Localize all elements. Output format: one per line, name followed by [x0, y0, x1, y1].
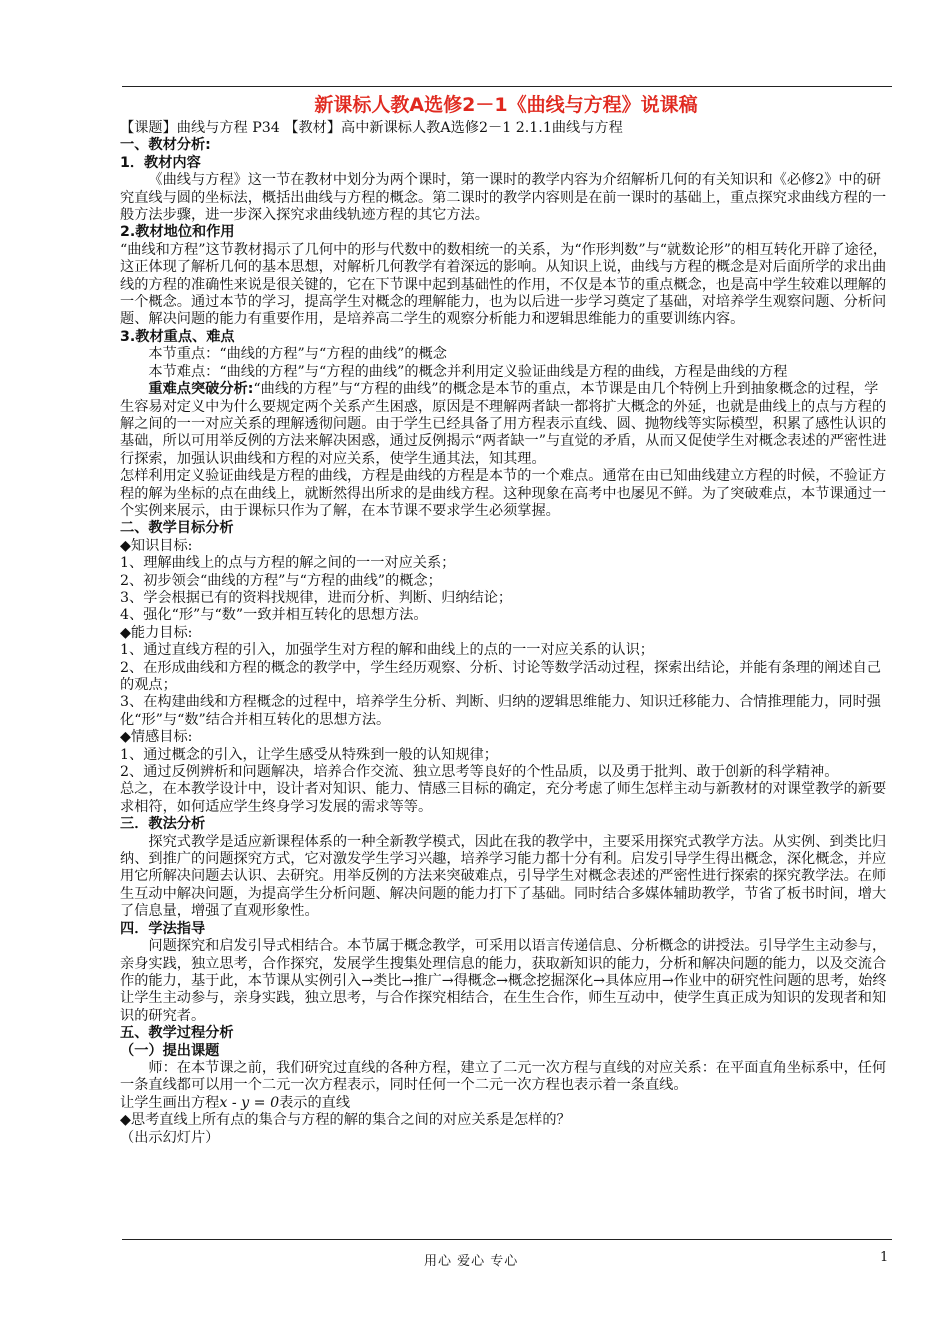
thinking-question: ◆思考直线上所有点的集合与方程的解的集合之间的对应关系是怎样的？ [120, 1112, 571, 1129]
section-3-paragraph: 探究式教学是适应新课程体系的一种全新教学模式，因此在我的教学中，主要采用探究式教学方法。从实例、到类比归纳、到推广的问题探究方式，它对激发学生学习兴趣，培养学习能力都十分有利。启发引导学生得出概念，深化概念，并应用它所解决问题去认识、去研究。用举反例的方法来突破难点，引导学生对概念表述的严密性进行探索的探究教学法。在师生互动中解决问题，为提高学生分析问题、解决问题的能力打下了基础。同时结合多媒体辅助教学，节省了板书时间，增大了信息量，增强了直观形象性。 [120, 833, 887, 920]
document-title: 新课标人教A选修2－1《曲线与方程》说课稿 [314, 94, 698, 116]
section-1-heading: 一、教材分析: [120, 137, 211, 154]
goals-summary: 总之，在本教学设计中，设计者对知识、能力、情感三目标的确定，充分考虑了师生怎样主动与新教材的对课堂教学的新要求相符，如何适应学生终身学习发展的需求等等。 [120, 781, 887, 815]
breakthrough-paragraph [120, 381, 892, 468]
document-body [120, 92, 892, 1147]
emotion-goal-item: 2、通过反例辨析和问题解决，培养合作交流、独立思考等良好的个性品质，以及勇于批判、敢于创新的科学精神。 [120, 764, 839, 781]
key-point-line: 本节重点：“曲线的方程”与“方程的曲线”的概念 [148, 346, 447, 363]
section-3-heading: 三．教法分析 [120, 816, 206, 833]
draw-instruction-post: 表示的直线 [279, 1094, 351, 1111]
section-5-1-heading: （一）提出课题 [120, 1042, 220, 1059]
section-1-1-paragraph: 《曲线与方程》这一节在教材中划分为两个课时，第一课时的教学内容为介绍解析几何的有关知识和《必修2》中的研究直线与圆的坐标法，概括出曲线与方程的概念。第二课时的教学内容则是在前一课时的基础上，重点探究求曲线方程的一般方法步骤，进一步深入探究求曲线轨迹方程的其它方法。 [120, 172, 887, 224]
section-5-1-paragraph: 师：在本节课之前，我们研究过直线的各种方程，建立了二元一次方程与直线的对应关系：在平面直角坐标系中，任何一条直线都可以用一个二元一次方程表示，同时任何一个二元一次方程也表示着一条直线。 [120, 1059, 887, 1094]
header-rule [122, 86, 892, 87]
ability-goal-item: 2、在形成曲线和方程的概念的教学中，学生经历观察、分析、讨论等数学活动过程，探索出结论，并能有条理的阐述自己的观点； [120, 659, 881, 693]
ability-goal-item: 3、在构建曲线和方程概念的过程中，培养学生分析、判断、归纳的逻辑思维能力、知识迁移能力、合情推理能力，同时强化“形”与“数”结合并相互转化的思想方法。 [120, 694, 881, 728]
section-2-heading: 二、教学目标分析 [120, 520, 234, 537]
verification-paragraph: 怎样利用定义验证曲线是方程的曲线，方程是曲线的方程是本节的一个难点。通常在由已知曲线建立方程的时候，不验证方程的解为坐标的点在曲线上，就断然得出所求的是曲线方程。这种现象在高考中也屡见不鲜。为了突破难点，本节课通过一个实例来展示，由于课标只作为了解，在本节课不要求学生必须掌握。 [120, 468, 887, 519]
section-4-heading: 四．学法指导 [120, 920, 206, 937]
section-1-2-paragraph: “曲线和方程”这节教材揭示了几何中的形与代数中的数相统一的关系，为“作形判数”与“就数论形”的相互转化开辟了途径，这正体现了解析几何的基本思想，对解析几何教学有着深远的影响。从知识上说，曲线与方程的概念是对后面所学的求出曲线的方程的准确性来说是很关键的，它在下节课中起到基础性的作用，不仅是本节的重点概念，也是高中学生较难以理解的一个概念。通过本节的学习，提高学生对概念的理解能力，也为以后进一步学习奠定了基础，对培养学生观察问题、分析问题、解决问题的能力有重要作用，是培养高二学生的观察分析能力和逻辑思维能力的重要训练内容。 [120, 241, 888, 328]
draw-instruction [120, 1095, 892, 1112]
difficulty-line: 本节难点：“曲线的方程”与“方程的曲线”的概念并利用定义验证曲线是方程的曲线，方程是曲线的方程 [148, 363, 788, 380]
section-5-heading: 五、教学过程分析 [120, 1025, 234, 1042]
knowledge-goals-heading: ◆知识目标: [120, 537, 193, 554]
page-number: 1 [880, 1250, 889, 1265]
emotion-goals-heading: ◆情感目标: [120, 729, 193, 746]
footer-rule [122, 1239, 892, 1240]
knowledge-goal-item: 4、强化“形”与“数”一致并相互转化的思想方法。 [120, 607, 428, 624]
breakthrough-text: “曲线的方程”与“方程的曲线”的概念是本节的重点，本节课是由几个特例上升到抽象概念的过程，学生容易对定义中为什么要规定两个关系产生困惑，原因是不理解两者缺一都将扩大概念的外延，也就是曲线上的点与方程的解之间的一一对应关系的理解透彻问题。由于学生已经具备了用方程表示直线、圆、抛物线等实际模型，积累了感性认识的基础，所以可用举反例的方法来解决困惑，通过反例揭示“两者缺一”与直觉的矛盾，从而又促使学生对概念表述的严密性进行探索，加强认识曲线和方程的对应关系，使学生通其法，知其理。 [120, 381, 887, 467]
section-4-paragraph: 问题探究和启发引导式相结合。本节属于概念教学，可采用以语言传递信息、分析概念的讲授法。引导学生主动参与，亲身实践，独立思考，合作探究，发展学生搜集处理信息的能力，获取新知识的能力，分析和解决问题的能力，以及交流合作的能力，基于此，本节课从实例引入→类比→推广→得概念→概念挖掘深化→具体应用→作业中的研究性问题的思考，始终让学生主动参与，亲身实践，独立思考，与合作探究相结合，在生生合作，师生互动中，使学生真正成为知识的发现者和知识的研究者。 [120, 938, 887, 1024]
meta-line: 【课题】曲线与方程 P34 【教材】高中新课标人教A选修2－1 2.1.1曲线与方程 [120, 120, 623, 136]
section-1-1-heading: 1．教材内容 [120, 154, 201, 171]
section-1-3-heading: 3.教材重点、难点 [120, 328, 235, 345]
ability-goals-heading: ◆能力目标: [120, 624, 193, 641]
knowledge-goal-item: 1、理解曲线上的点与方程的解之间的一一对应关系； [120, 555, 456, 572]
equation: x - y = 0 [219, 1094, 280, 1111]
emotion-goal-item: 1、通过概念的引入，让学生感受从特殊到一般的认知规律； [120, 746, 498, 763]
knowledge-goal-item: 3、学会根据已有的资料找规律，进而分析、判断、归纳结论； [120, 589, 513, 606]
knowledge-goal-item: 2、初步领会“曲线的方程”与“方程的曲线”的概念； [120, 572, 442, 589]
ability-goal-item: 1、通过直线方程的引入，加强学生对方程的解和曲线上的点的一一对应关系的认识； [120, 642, 654, 659]
breakthrough-label: 重难点突破分析: [148, 381, 254, 398]
draw-instruction-pre: 让学生画出方程 [120, 1094, 220, 1111]
section-1-2-heading: 2.教材地位和作用 [120, 224, 235, 241]
slide-note: （出示幻灯片） [120, 1129, 220, 1146]
footer-motto: 用心 爱心 专心 [424, 1254, 519, 1269]
